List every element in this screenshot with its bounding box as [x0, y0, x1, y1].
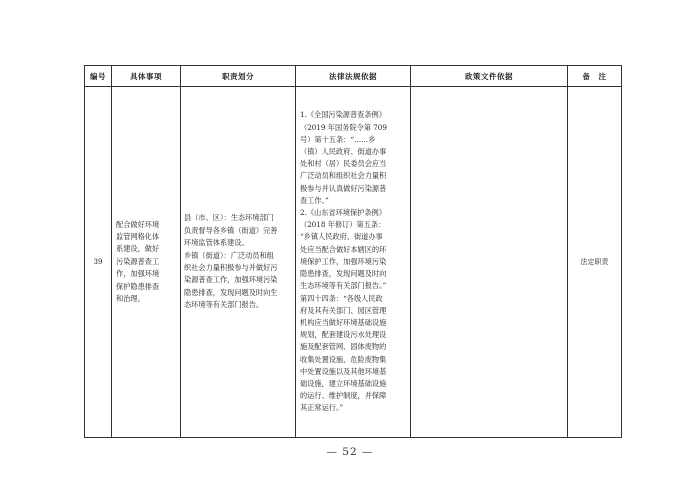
page-number: — 52 —: [326, 446, 374, 458]
row-number: 39: [85, 87, 112, 438]
table-header-row: [85, 66, 622, 87]
responsibility-table: [84, 65, 622, 438]
header-policy-basis: 政策文件依据: [411, 66, 568, 87]
row-item-cell: [112, 87, 181, 438]
row-duties-cell: [181, 87, 296, 438]
header-duties: 职责划分: [181, 66, 296, 87]
row-item: 配合做好环境 监管网格化体 系建设，做好 污染源普查工 作，加强环境 保护隐患排查 和治理。: [116, 219, 160, 304]
row-policy-cell: [411, 87, 568, 438]
table-row: [85, 87, 622, 438]
header-law-basis: 法律法规依据: [296, 66, 411, 87]
header-remark: 备 注: [568, 66, 622, 87]
row-remark: 法定职责: [568, 87, 622, 438]
header-item: 具体事项: [112, 66, 181, 87]
row-law-cell: [296, 87, 411, 438]
header-number: 编号: [85, 66, 112, 87]
row-law: 1.《全国污染源普查条例》 （2019 年国务院令第 709 号）第十五条：“……乡 （镇）人民政府、街道办事 处和村（居）民委员会应当 广泛动员和组织社会力量积 极参与并认真做好污染源普 查工作。” 2.《山东省环境保护条例》 （2018 年修订）第五条： “乡镇人民政府、街道办事 处应当配合做好本辖区的环 境保护工作，加强环境污染 隐患排查，发现问题及时向 生态环境等有关部门报告。” 第四十四条：“各级人民政 府及其有关部门、园区管理 机构应当做好环境基础设施 规划，配套建设污水处理设 施及配套管网、固体废物的 收集处置设施、危险废物集 中处置设施以及其他环境基 础设施，建立环境基础设施 的运行、维护制度，并保障 其正常运行。”: [300, 110, 387, 413]
row-duties: 县（市、区）：生态环境部门 负责督导各乡镇（街道）完善 环境监管体系建设。 乡镇（街道）：广泛动员和组 织社会力量积极参与并做好污 染源普查工作，加强环境污染 隐患排查，发现问题及时向生 态环境等有关部门报告。: [184, 213, 278, 310]
